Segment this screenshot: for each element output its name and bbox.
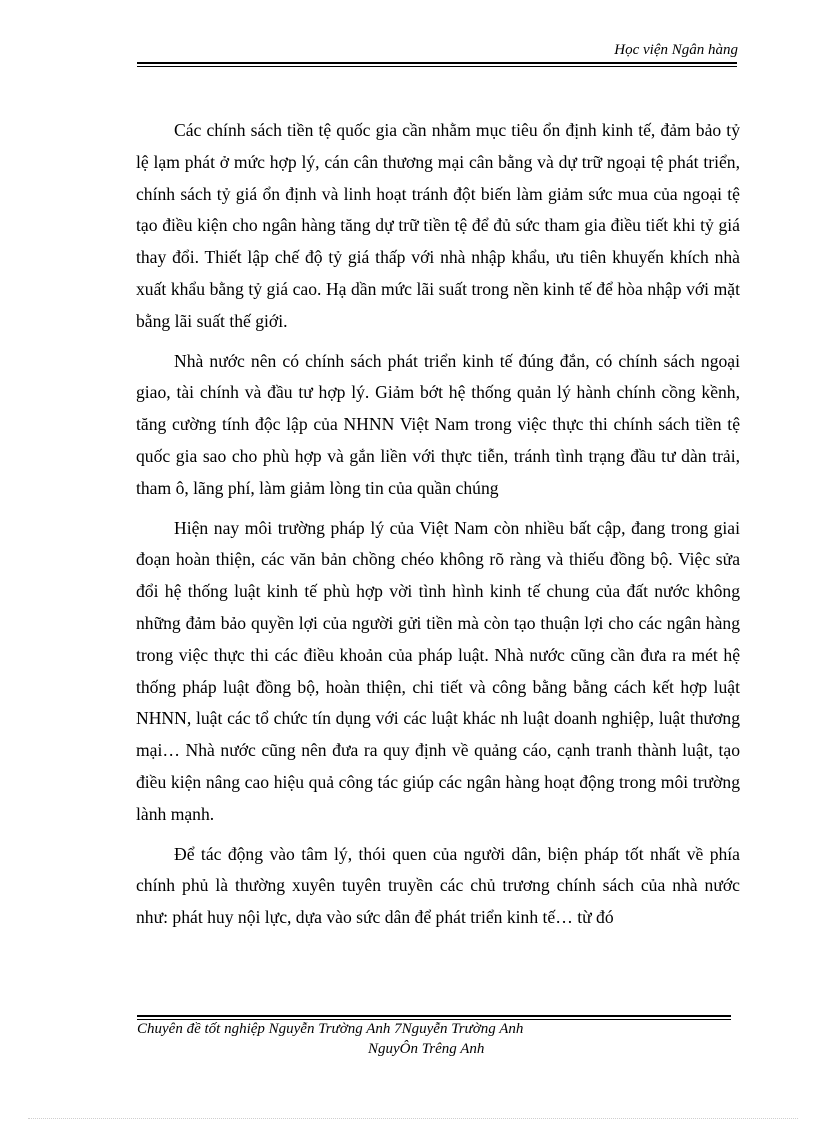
header-divider [137,62,737,67]
paragraph: Các chính sách tiền tệ quốc gia cần nhằm mục tiêu ổn định kinh tế, đảm bảo tỷ lệ lạm phát ở mức hợp lý, cán cân thương mại cân bằng và dự trữ ngoại tệ phát triển, chính sách tỷ giá ổn định và linh hoạt tránh đột biến làm giảm sức mua của ngoại tệ tạo điều kiện cho ngân hàng tăng dự trữ tiền tệ để đủ sức tham gia điều tiết khi tỷ giá thay đổi. Thiết lập chế độ tỷ giá thấp với nhà nhập khẩu, ưu tiên khuyến khích nhà xuất khẩu bằng tỷ giá cao. Hạ dần mức lãi suất trong nền kinh tế để hòa nhập với mặt bằng lãi suất thế giới. [136,120,740,331]
footer-divider [137,1015,731,1020]
footer-author-name: NguyÔn Trêng Anh [368,1041,485,1057]
paragraph: Hiện nay môi trường pháp lý của Việt Nam còn nhiều bất cập, đang trong giai đoạn hoàn thiện, các văn bản chồng chéo không rõ ràng và thiếu đồng bộ. Việc sửa đổi hệ thống luật kinh tế phù hợp vời tình hình kinh tế chung của đất nước không những đảm bảo quyền lợi của người gửi tiền mà còn tạo thuận lợi cho các ngân hàng trong việc thực thi các điều khoản của pháp luật. Nhà nước cũng cần đưa ra mét hệ thống pháp luật đồng bộ, hoàn thiện, chi tiết và công bằng bằng cách kết hợp luật NHNN, luật các tổ chức tín dụng với các luật khác nh luật doanh nghiệp, luật thương mại… Nhà nước cũng nên đưa ra quy định về quảng cáo, cạnh tranh thành luật, tạo điều kiện nâng cao hiệu quả công tác giúp các ngân hàng hoạt động trong môi trường lành mạnh. [136,517,740,824]
paragraph: Nhà nước nên có chính sách phát triển kinh tế đúng đắn, có chính sách ngoại giao, tài chính và đầu tư hợp lý. Giảm bớt hệ thống quản lý hành chính cồng kềnh, tăng cường tính độc lập của NHNN Việt Nam trong việc thực thi chính sách tiền tệ quốc gia sao cho phù hợp và gắn liền với thực tiễn, tránh tình trạng đầu tư dàn trải, tham ô, lãng phí, làm giảm lòng tin của quần chúng [136,350,740,498]
paragraph: Để tác động vào tâm lý, thói quen của người dân, biện pháp tốt nhất về phía chính phủ là thường xuyên tuyên truyền các chủ trương chính sách của nhà nước như: phát huy nội lực, dựa vào sức dân để phát triển kinh tế… từ đó [136,843,740,928]
page-edge-border [28,1118,798,1119]
document-body [136,115,740,942]
page-header-title: Học viện Ngân hàng [614,42,738,58]
footer-author-line: Chuyên đề tốt nghiệp Nguyễn Trường Anh 7Nguyễn Trường Anh [137,1021,524,1037]
